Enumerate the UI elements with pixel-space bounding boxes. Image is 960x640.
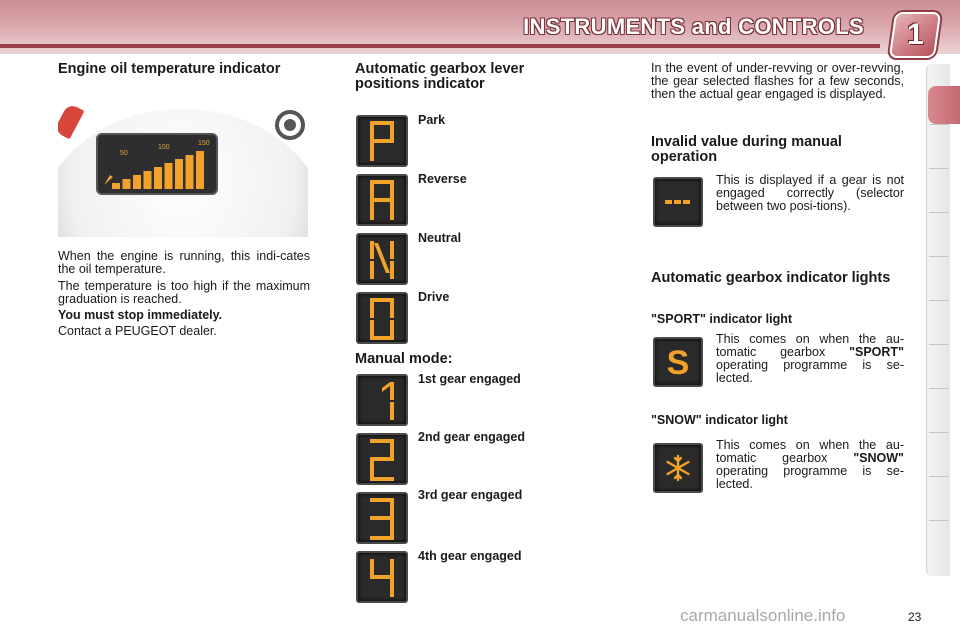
gauge-bar: [112, 183, 120, 189]
gearbox-positions-title: Automatic gearbox lever positions indicator: [355, 61, 525, 92]
invalid-value-text: This is displayed if a gear is not engaged correctly (selector between two posi-tions).: [716, 173, 904, 213]
oil-temp-para-2: The temperature is too high if the maximum graduation is reached.: [58, 279, 310, 306]
gear-4-label: 4th gear engaged: [418, 549, 522, 563]
neutral-label: Neutral: [418, 231, 462, 245]
chapter-title: INSTRUMENTS and CONTROLS: [523, 14, 864, 39]
gauge-bar: [175, 159, 183, 189]
reverse-label: Reverse: [418, 172, 467, 186]
chapter-number: 1: [906, 18, 924, 51]
gear-3-indicator-icon: [356, 492, 408, 544]
gear-1-label: 1st gear engaged: [418, 372, 521, 386]
snow-light-title: "SNOW" indicator light: [651, 413, 788, 427]
drive-indicator-icon: [356, 292, 408, 344]
snow-indicator-icon: [653, 443, 703, 493]
sport-indicator-icon: [653, 337, 703, 387]
stop-warning: You must stop immediately.: [58, 308, 223, 322]
oil-temp-title: Engine oil temperature indicator: [58, 61, 281, 77]
indicator-lights-title: Automatic gearbox indicator lights: [651, 270, 891, 286]
reverse-indicator-icon: [356, 174, 408, 226]
sport-light-title: "SPORT" indicator light: [651, 312, 793, 326]
oil-temp-para-1: When the engine is running, this indi-cates the oil temperature.: [58, 249, 310, 276]
gauge-bar: [154, 167, 162, 189]
oil-drop-icon: [270, 103, 308, 147]
gear-3-label: 3rd gear engaged: [418, 488, 523, 502]
dealer-contact: Contact a PEUGEOT dealer.: [58, 324, 217, 338]
gauge-bar: [123, 179, 131, 189]
manual-mode-title: Manual mode:: [355, 351, 453, 367]
park-label: Park: [418, 113, 446, 127]
watermark: carmanualsonline.info: [680, 606, 846, 625]
oil-can-icon: [104, 175, 113, 185]
oil-temperature-gauge-image: [58, 99, 308, 237]
park-indicator-icon: [356, 115, 408, 167]
gear-4-indicator-icon: [356, 551, 408, 603]
flash-info-text: In the event of under-revving or over-revving, the gear selected flashes for a few seconds, then the actual gear engaged is displayed.: [651, 61, 904, 101]
neutral-indicator-icon: [356, 233, 408, 285]
gauge-tick-label: 50: [120, 150, 128, 157]
svg-text:S: S: [666, 344, 690, 380]
gauge-bar: [186, 155, 194, 189]
section-tab-strip: [926, 64, 950, 576]
active-section-tab[interactable]: [928, 86, 960, 124]
sport-light-text: This comes on when the au-tomatic gearbox "SPORT" operating programme is se-lected.: [716, 332, 904, 385]
gauge-bar: [133, 175, 141, 189]
invalid-value-title: Invalid value during manual operation: [651, 134, 842, 165]
gauge-tick-label: 100: [158, 144, 170, 151]
gauge-tick-label: 150: [198, 140, 210, 147]
gauge-bar: [196, 151, 204, 189]
gauge-bar: [144, 171, 152, 189]
gauge-bar: [165, 163, 173, 189]
page-number: 23: [908, 610, 922, 624]
snow-light-text: This comes on when the au-tomatic gearbox "SNOW" operating programme is se-lected.: [716, 438, 904, 491]
gear-2-indicator-icon: [356, 433, 408, 485]
gear-2-label: 2nd gear engaged: [418, 430, 525, 444]
drive-label: Drive: [418, 290, 450, 304]
chapter-badge: [889, 12, 941, 58]
invalid-gear-indicator-icon: [653, 177, 703, 227]
gear-1-indicator-icon: [356, 374, 408, 426]
header-rule: [0, 44, 880, 48]
